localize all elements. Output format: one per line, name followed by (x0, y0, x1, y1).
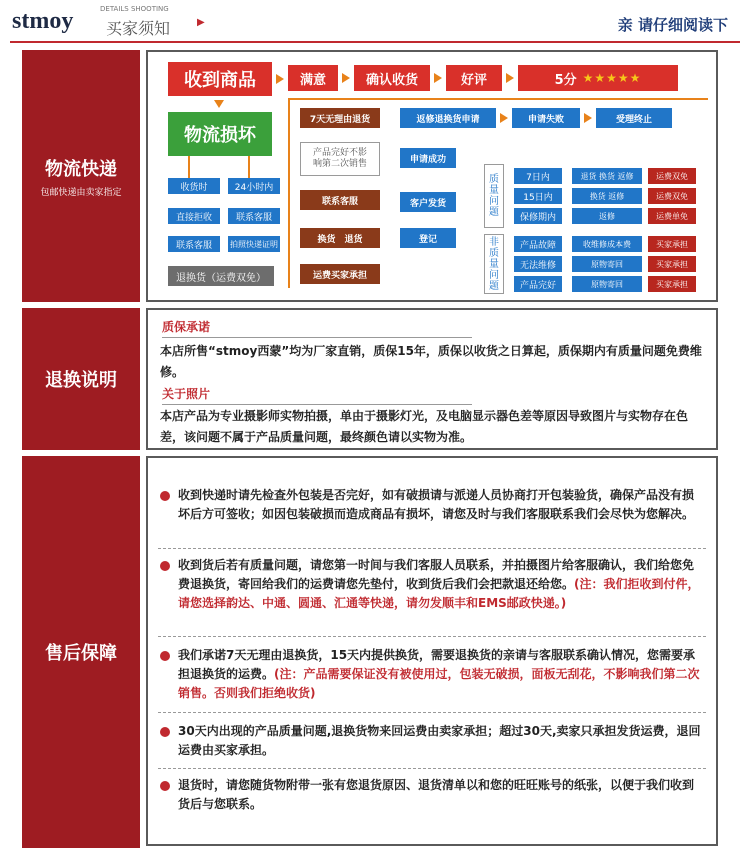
flow-return-orig-2: 原物寄回 (572, 276, 642, 292)
brand-subtitle: DETAILS SHOOTING (100, 5, 169, 13)
flow-return-orig-1: 原物寄回 (572, 256, 642, 272)
dashed-separator (158, 712, 706, 713)
warranty-body: 本店所售“stmoy西蒙”均为厂家直销，质保15年，质保以收货之日算起，质保期内有质量问题免费维修。 (160, 344, 702, 379)
flow-direct-reject: 直接拒收 (168, 208, 220, 224)
header-notice: 亲 请仔细阅读下 (617, 16, 728, 34)
flow-satisfied: 满意 (288, 65, 338, 91)
flow-day15: 15日内 (514, 188, 562, 204)
photo-body: 本店产品为专业摄影师实物拍摄，单由于摄影灯光，及电脑显示器色差等原因导致图片与实物存在色差，该问题不属于产品质量问题，最终颜色请以实物为准。 (160, 409, 689, 444)
dashed-separator (158, 768, 706, 769)
flow-quality-issue: 质量问题 (484, 164, 504, 228)
list-item (160, 486, 702, 524)
brand-logo: stmoy (12, 8, 74, 34)
flow-ship-both-1: 运费双免 (648, 168, 696, 184)
flow-contact-cs-2: 联系客服 (168, 236, 220, 252)
flow-within-24h: 24小时内 (228, 178, 280, 194)
bullet-dot-icon (160, 651, 170, 661)
arrow-icon (342, 73, 350, 83)
warranty-heading: 质保承诺 (162, 320, 211, 334)
flow-photo-proof: 拍照快递证明 (228, 236, 280, 252)
arrow-icon (434, 73, 442, 83)
play-arrow-icon: ▶ (197, 17, 205, 28)
heading-underline (162, 337, 472, 338)
flow-buyer-shipping: 运费买家承担 (300, 264, 380, 284)
item-text: 退货时，请您随货物附带一张有您退货原因、退货清单以和您的旺旺账号的纸张，以便于我们收到货后与您联系。 (178, 778, 695, 811)
bullet-dot-icon (160, 491, 170, 501)
flow-opt-b: 换货 返修 (572, 188, 642, 204)
flow-warranty: 保修期内 (514, 208, 562, 224)
bullet-dot-icon (160, 561, 170, 571)
item-note: (注：我们拒收到付件，请您选择韵达、中通、圆通、汇通等快递，请勿发顺丰和EMS邮政快递。) (178, 577, 700, 610)
section-label-aftersales (22, 456, 140, 848)
flow-damaged: 物流损坏 (168, 112, 272, 156)
returns-title: 退换说明 (45, 370, 117, 391)
flow-confirm: 确认收货 (354, 65, 430, 91)
section-label-logistics (22, 50, 140, 302)
item-text: 30天内出现的产品质量问题,退换货物来回运费由卖家承担；超过30天,卖家只承担发货运费，退回运费由买家承担。 (178, 724, 701, 757)
logistics-subtitle: 包邮快递由卖家指定 (40, 187, 122, 198)
connector-line (188, 156, 190, 178)
flow-receive: 收到商品 (168, 62, 272, 96)
flow-product-fault: 产品故障 (514, 236, 562, 252)
connector-line (248, 156, 250, 178)
arrow-icon (214, 100, 224, 108)
flow-exchange-free: 退换货（运费双免） (168, 266, 274, 286)
arrow-icon (506, 73, 514, 83)
flow-receipt-time: 收货时 (168, 178, 220, 194)
bullet-dot-icon (160, 781, 170, 791)
arrow-icon (500, 113, 508, 123)
flow-intact (300, 142, 380, 176)
flow-no-repair: 无法维修 (514, 256, 562, 272)
aftersales-panel (146, 456, 718, 846)
flow-contact-cs-1: 联系客服 (228, 208, 280, 224)
flow-accepted-end: 受理终止 (596, 108, 672, 128)
arrow-icon (276, 74, 284, 84)
item-note: (注：产品需要保证没有被使用过，包装无破损，面板无刮花，不影响我们第二次销售。否则我们拒绝收货) (178, 667, 700, 700)
flow-buyer-bear-1: 买家承担 (648, 236, 696, 252)
flow-exchange-return: 换货 退货 (300, 228, 380, 248)
flow-non-quality: 非质量问题 (484, 234, 504, 294)
section-label-returns (22, 308, 140, 450)
page-title: 买家须知 (106, 19, 171, 38)
returns-panel (146, 308, 718, 450)
logistics-flowchart (146, 50, 718, 302)
list-item (160, 556, 702, 613)
arrow-icon (584, 113, 592, 123)
dashed-separator (158, 548, 706, 549)
flow-register: 登记 (400, 228, 456, 248)
flow-seller-single: 运费单免 (648, 208, 696, 224)
flow-customer-ship: 客户发货 (400, 192, 456, 212)
aftersales-title: 售后保障 (45, 643, 117, 664)
page-header (0, 0, 750, 44)
flow-good-review: 好评 (446, 65, 502, 91)
flow-product-ok: 产品完好 (514, 276, 562, 292)
item-text: 收到货后若有质量问题，请您第一时间与我们客服人员联系，并拍摄图片给客服确认，我们给您免费退换货，寄回给我们的运费请您先垫付，收到货后我们会把款退还给您。 (178, 558, 695, 591)
intact-line1: 产品完好不影 (312, 148, 367, 159)
list-item (160, 722, 702, 760)
flow-apply-return: 返修退换货申请 (400, 108, 496, 128)
score-text: 5分 (554, 72, 577, 88)
list-item (160, 776, 702, 814)
item-text: 收到快递时请先检查外包装是否完好，如有破损请与派递人员协商打开包装验货，确保产品没有损坏后方可签收；如因包装破损而造成商品有损坏，请您及时与我们客服联系我们会尽快为您解决。 (178, 488, 695, 521)
flow-score (518, 65, 678, 91)
list-item (160, 646, 702, 703)
flow-opt-a: 退货 换货 返修 (572, 168, 642, 184)
bullet-dot-icon (160, 727, 170, 737)
header-divider (10, 41, 740, 43)
photo-heading: 关于照片 (162, 387, 211, 401)
flow-repair-cost: 收维修成本费 (572, 236, 642, 252)
flow-buyer-bear-2: 买家承担 (648, 256, 696, 272)
heading-underline (162, 404, 472, 405)
intact-line2: 响第二次销售 (312, 159, 367, 169)
item-text: 我们承诺7天无理由退换货，15天内提供换货，需要退换货的亲请与客服联系确认情况，您需要承担退换货的运费。 (178, 648, 696, 681)
flow-opt-c: 返修 (572, 208, 642, 224)
connector-line (288, 98, 708, 100)
flow-seven-day: 7天无理由退货 (300, 108, 380, 128)
flow-apply-success: 申请成功 (400, 148, 456, 168)
logistics-title: 物流快递 (45, 158, 117, 180)
dashed-separator (158, 636, 706, 637)
flow-day7: 7日内 (514, 168, 562, 184)
flow-apply-fail: 申请失败 (512, 108, 580, 128)
rating-stars-icon: ★★★★★ (582, 71, 642, 85)
flow-buyer-bear-3: 买家承担 (648, 276, 696, 292)
flow-contact-cs-3: 联系客服 (300, 190, 380, 210)
flow-ship-both-2: 运费双免 (648, 188, 696, 204)
connector-line (288, 98, 290, 288)
